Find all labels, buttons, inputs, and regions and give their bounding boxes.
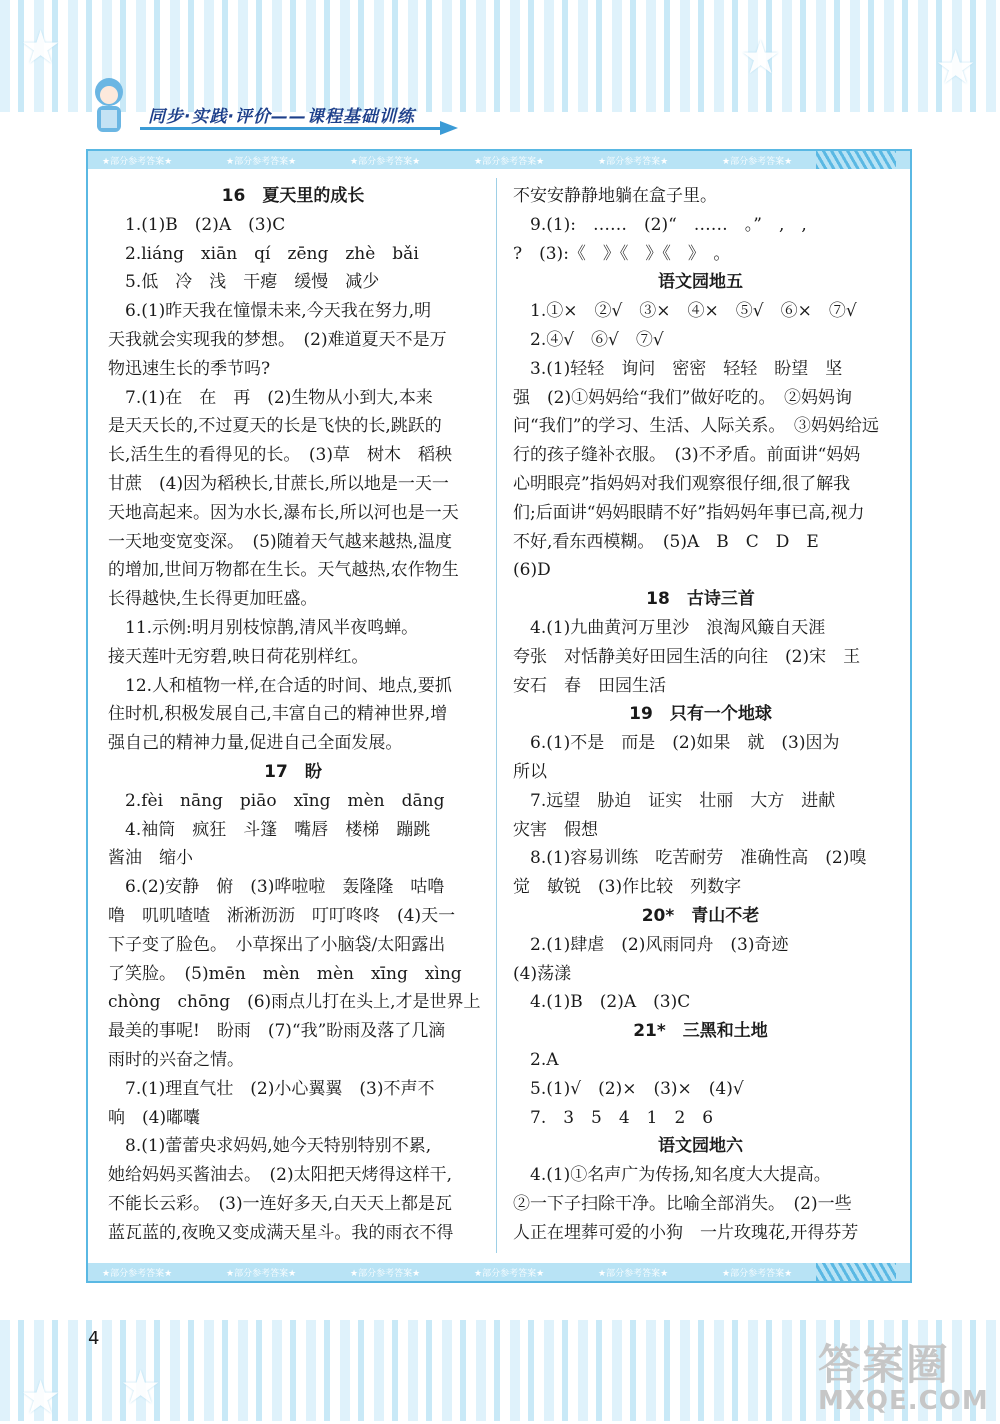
answer-line: 们;后面讲“妈妈眼睛不好”指妈妈年事已高,视力	[513, 502, 865, 523]
answer-line: 住时机,积极发展自己,丰富自己的精神世界,增	[108, 704, 448, 725]
answer-line: chòng chōng (6)雨点儿打在头上,才是世界上	[108, 992, 481, 1013]
answer-line: 1.①× ②√ ③× ④× ⑤√ ⑥× ⑦√	[513, 301, 857, 322]
band-label: ★部分参考答案★	[598, 156, 669, 167]
answer-line: 4.(1)①名声广为传扬,知名度大大提高。	[513, 1165, 831, 1186]
answer-line: 酱油 缩小	[108, 848, 193, 869]
answer-line: 她给妈妈买酱油去。 (2)太阳把天烤得这样干,	[108, 1165, 452, 1186]
answer-line: ? (3):《 》《 》《 》 。	[513, 243, 731, 264]
answer-line: 强 (2)①妈妈给“我们”做好吃的。 ②妈妈询	[513, 387, 852, 408]
answer-line: 5.(1)√ (2)× (3)× (4)√	[513, 1078, 744, 1099]
answer-line: 下子变了脸色。 小草探出了小脑袋/太阳露出	[108, 934, 446, 955]
answer-line: 2.(1)肆虐 (2)风雨同舟 (3)奇迹	[513, 934, 789, 955]
top-stripe-background	[0, 0, 1000, 112]
band-label: ★部分参考答案★	[102, 1268, 173, 1279]
answer-line: 7.(1)理直气壮 (2)小心翼翼 (3)不声不	[108, 1078, 435, 1099]
lesson-heading: 语文园地六	[658, 1136, 743, 1157]
answer-line: (6)D	[513, 560, 551, 581]
band-label: ★部分参考答案★	[102, 156, 173, 167]
arrow-icon	[440, 121, 458, 135]
answer-line: 1.(1)B (2)A (3)C	[108, 214, 286, 235]
answer-line: ②一下子扫除干净。比喻全部消失。 (2)一些	[513, 1193, 852, 1214]
answer-line: 4.袖筒 疯狂 斗篷 嘴唇 楼梯 蹦跳	[108, 819, 431, 840]
answer-line: (4)荡漾	[513, 963, 572, 984]
answer-line: 2.liáng xiān qí zēng zhè bǎi	[108, 243, 419, 264]
answer-line: 7. 3 5 4 1 2 6	[513, 1107, 714, 1128]
band-label: ★部分参考答案★	[226, 1268, 297, 1279]
answer-line: 的增加,世间万物都在生长。天气越热,农作物生	[108, 560, 459, 581]
answer-line: 甘蔗 (4)因为稻秧长,甘蔗长,所以地是一天一	[108, 473, 449, 494]
answer-line: 响 (4)嘟囔	[108, 1107, 201, 1128]
bottom-label-band	[88, 1263, 910, 1281]
star-icon: ★	[20, 20, 62, 74]
series-title: 同步·实践·评价——课程基础训练	[148, 107, 415, 127]
watermark-logo	[818, 1332, 989, 1416]
band-label: ★部分参考答案★	[722, 156, 793, 167]
watermark-url: MXQE.COM	[818, 1386, 989, 1416]
answer-line: 4.(1)九曲黄河万里沙 浪淘风簸自天涯	[513, 617, 826, 638]
answer-line: 夸张 对恬静美好田园生活的向往 (2)宋 王	[513, 646, 861, 667]
girl-mascot-icon	[84, 74, 134, 138]
answer-line: 3.(1)轻轻 询问 密密 轻轻 盼望 坚	[513, 358, 843, 379]
page-number: 4	[88, 1328, 100, 1349]
answer-line: 觉 敏锐 (3)作比较 列数字	[513, 877, 742, 898]
answer-line: 物迅速生长的季节吗?	[108, 358, 271, 379]
answer-line: 安石 春 田园生活	[513, 675, 666, 696]
star-icon: ★	[935, 40, 977, 94]
lesson-heading: 16 夏天里的成长	[221, 186, 365, 206]
watermark-text: 答案圈	[818, 1340, 951, 1389]
band-label: ★部分参考答案★	[722, 1268, 793, 1279]
title-underline	[140, 127, 450, 130]
answer-line: 6.(2)安静 俯 (3)哗啦啦 轰隆隆 咕噜	[108, 877, 445, 898]
answer-line: 最美的事呢! 盼雨 (7)“我”盼雨及落了几滴	[108, 1021, 446, 1042]
answer-line: 长,活生生的看得见的长。 (3)草 树木 稻秧	[108, 445, 452, 466]
lesson-heading: 21* 三黑和土地	[633, 1021, 768, 1042]
column-divider	[496, 178, 497, 1253]
answer-line: 不好,看东西模糊。 (5)A B C D E	[513, 531, 819, 552]
answer-line: 不能长云彩。 (3)一连好多天,白天天上都是瓦	[108, 1193, 452, 1214]
band-label: ★部分参考答案★	[474, 1268, 545, 1279]
star-icon: ★	[740, 30, 782, 84]
lesson-heading: 18 古诗三首	[646, 589, 755, 610]
answer-line: 雨时的兴奋之情。	[108, 1049, 244, 1070]
answer-line: 接天莲叶无穷碧,映日荷花别样红。	[108, 646, 369, 667]
lesson-heading: 语文园地五	[658, 272, 743, 293]
band-label: ★部分参考答案★	[350, 156, 421, 167]
answer-line: 不安安静静地躺在盒子里。	[513, 186, 717, 206]
star-icon: ★	[120, 1360, 162, 1414]
lesson-heading: 20* 青山不老	[641, 905, 760, 926]
answer-line: 2.A	[513, 1049, 559, 1070]
left-column	[108, 182, 481, 1247]
band-label: ★部分参考答案★	[350, 1268, 421, 1279]
answer-line: 4.(1)B (2)A (3)C	[513, 992, 691, 1013]
band-label: ★部分参考答案★	[598, 1268, 669, 1279]
answer-line: 天地高起来。因为水长,瀑布长,所以河也是一天	[108, 502, 459, 523]
answer-line: 9.(1): …… (2)“ …… 。” , ,	[513, 214, 807, 235]
band-label: ★部分参考答案★	[226, 156, 297, 167]
answer-line: 长得越快,生长得更加旺盛。	[108, 589, 318, 610]
answer-line: 6.(1)不是 而是 (2)如果 就 (3)因为	[513, 733, 840, 754]
right-column	[513, 182, 888, 1247]
lesson-heading: 19 只有一个地球	[629, 704, 772, 725]
hatch-decoration	[816, 151, 896, 169]
answer-line: 天我就会实现我的梦想。 (2)难道夏天不是万	[108, 329, 447, 350]
answer-line: 5.低 冷 浅 干瘪 缓慢 减少	[108, 272, 380, 293]
lesson-heading: 17 盼	[264, 761, 322, 782]
answer-line: 了笑脸。 (5)mēn mèn mèn xīng xìng	[108, 963, 462, 984]
answer-line: 噜 叽叽喳喳 淅淅沥沥 叮叮咚咚 (4)天一	[108, 905, 456, 926]
answer-line: 蓝瓦蓝的,夜晚又变成满天星斗。我的雨衣不得	[108, 1222, 454, 1243]
answer-line: 人正在埋葬可爱的小狗 一片玫瑰花,开得芬芳	[513, 1222, 859, 1243]
answer-line: 7.远望 胁迫 证实 壮丽 大方 进献	[513, 790, 836, 811]
answer-line: 8.(1)蕾蕾央求妈妈,她今天特别特别不累,	[108, 1136, 432, 1157]
answer-line: 问“我们”的学习、生活、人际关系。 ③妈妈给远	[513, 416, 879, 437]
answer-line: 所以	[513, 761, 547, 782]
answer-line: 11.示例:明月别枝惊鹊,清风半夜鸣蝉。	[108, 617, 419, 638]
answer-line: 6.(1)昨天我在憧憬未来,今天我在努力,明	[108, 301, 432, 322]
answer-line: 2.④√ ⑥√ ⑦√	[513, 329, 664, 350]
answer-line: 强自己的精神力量,促进自己全面发展。	[108, 733, 403, 754]
answer-line: 行的孩子缝补衣服。 (3)不矛盾。前面讲“妈妈	[513, 445, 861, 466]
top-label-band	[88, 151, 910, 169]
star-icon: ★	[20, 1370, 62, 1424]
answer-line: 是天天长的,不过夏天的长是飞快的长,跳跃的	[108, 416, 442, 437]
answer-line: 8.(1)容易训练 吃苦耐劳 准确性高 (2)嗅	[513, 848, 867, 869]
answer-line: 12.人和植物一样,在合适的时间、地点,要抓	[108, 675, 452, 696]
answer-line: 灾害 假想	[513, 819, 598, 840]
answer-line: 一天地变宽变深。 (5)随着天气越来越热,温度	[108, 531, 452, 552]
answer-line: 2.fèi nāng piāo xīng mèn dāng	[108, 790, 445, 811]
band-label: ★部分参考答案★	[474, 156, 545, 167]
hatch-decoration	[816, 1263, 896, 1281]
answer-line: 7.(1)在 在 再 (2)生物从小到大,本来	[108, 387, 433, 408]
answer-line: 心明眼亮”指妈妈对我们观察很仔细,很了解我	[513, 473, 851, 494]
